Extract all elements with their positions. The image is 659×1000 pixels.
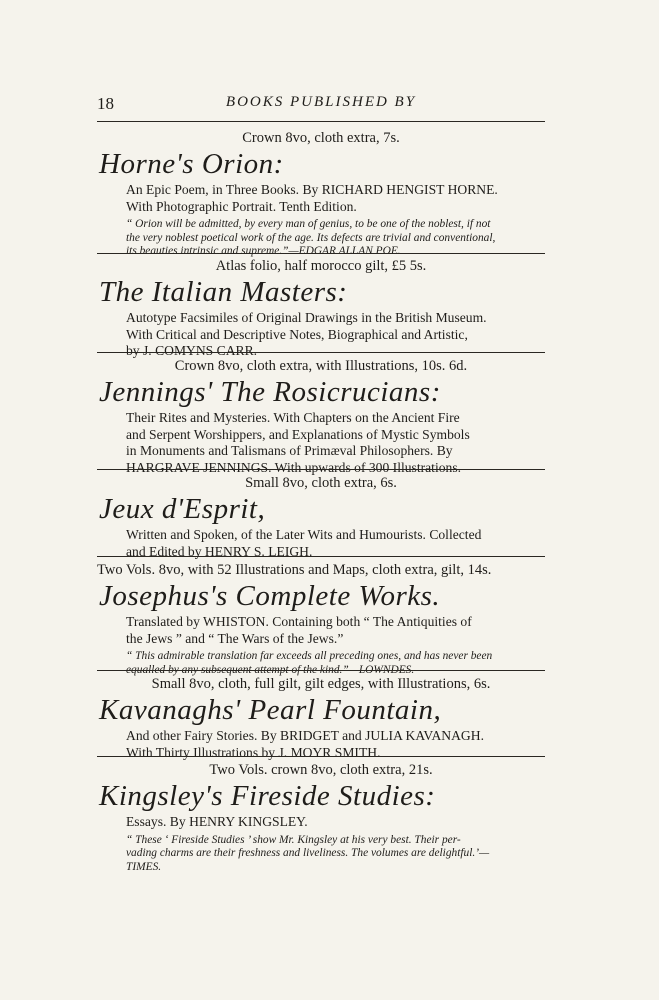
quote-line: TIMES. xyxy=(126,860,162,873)
entry-divider xyxy=(97,469,545,470)
book-title: Horne's Orion: xyxy=(99,148,284,180)
book-title: Jeux d'Esprit, xyxy=(99,493,266,525)
review-quote xyxy=(126,834,545,875)
page-number: 18 xyxy=(97,94,114,113)
page-header xyxy=(97,90,545,116)
book-description xyxy=(126,614,545,647)
quote-line: the very noblest poetical work of the age. Its defects are trivial and conventional, xyxy=(126,231,496,244)
description-line: the Jews ” and “ The Wars of the Jews.” xyxy=(126,630,344,646)
book-description xyxy=(126,182,545,215)
description-line: and Serpent Worshippers, and Explanations of Mystic Symbols xyxy=(126,426,470,442)
book-entry-fireside-studies xyxy=(97,761,545,874)
description-line: An Epic Poem, in Three Books. By RICHARD HENGIST HORNE. xyxy=(126,182,498,197)
price-line: Small 8vo, cloth extra, 6s. xyxy=(245,475,397,491)
price-line: Two Vols. 8vo, with 52 Illustrations and Maps, cloth extra, gilt, 14s. xyxy=(97,562,492,578)
review-quote xyxy=(126,650,545,677)
book-entry-jeux-desprit xyxy=(97,474,545,560)
book-title: Josephus's Complete Works. xyxy=(99,580,441,612)
book-title: Kingsley's Fireside Studies: xyxy=(99,780,436,812)
book-description xyxy=(126,814,545,831)
entry-divider xyxy=(97,670,545,671)
entry-divider xyxy=(97,556,545,557)
quote-line: “ These ‘ Fireside Studies ’ show Mr. Kingsley at his very best. Their per- xyxy=(126,833,461,846)
description-line: HARGRAVE JENNINGS. With upwards of 300 Illustrations. xyxy=(126,459,462,475)
description-line: in Monuments and Talismans of Primæval Philosophers. By xyxy=(126,443,453,458)
running-head: BOOKS PUBLISHED BY xyxy=(225,94,417,110)
book-title: Jennings' The Rosicrucians: xyxy=(99,376,441,408)
entry-divider xyxy=(97,352,545,353)
quote-line: “ This admirable translation far exceeds all preceding ones, and has never been xyxy=(126,650,493,662)
description-line: With Photographic Portrait. Tenth Edition. xyxy=(126,198,357,214)
description-line: Their Rites and Mysteries. With Chapters on the Ancient Fire xyxy=(126,410,460,425)
description-line: Essays. By HENRY KINGSLEY. xyxy=(126,814,308,829)
price-line: Crown 8vo, cloth extra, 7s. xyxy=(242,130,400,146)
book-entry-rosicrucians xyxy=(97,357,545,476)
quote-line: its beauties intrinsic and supreme.”—EDGAR ALLAN POE. xyxy=(126,245,401,257)
price-line: Small 8vo, cloth, full gilt, gilt edges, with Illustrations, 6s. xyxy=(151,676,491,692)
quote-line: equalled by any subsequent attempt of the kind.”—LOWNDES. xyxy=(126,663,415,676)
price-line: Two Vols. crown 8vo, cloth extra, 21s. xyxy=(209,762,433,778)
quote-line: vading charms are their freshness and liveliness. The volumes are delightful.’— xyxy=(126,847,490,859)
book-entry-josephus xyxy=(97,561,545,677)
book-entry-horne-orion xyxy=(97,129,545,259)
description-line: Autotype Facsimiles of Original Drawings in the British Museum. xyxy=(126,310,487,325)
quote-line: “ Orion will be admitted, by every man of genius, to be one of the noblest, if not xyxy=(126,218,491,230)
header-rule xyxy=(97,121,545,122)
price-line: Atlas folio, half morocco gilt, £5 5s. xyxy=(215,258,427,274)
book-entry-italian-masters xyxy=(97,257,545,360)
book-description xyxy=(126,410,545,476)
description-line: Written and Spoken, of the Later Wits and Humourists. Collected xyxy=(126,527,482,542)
description-line: With Critical and Descriptive Notes, Biographical and Artistic, xyxy=(126,326,468,342)
price-line: Crown 8vo, cloth extra, with Illustrations, 10s. 6d. xyxy=(174,358,468,374)
description-line: And other Fairy Stories. By BRIDGET and JULIA KAVANAGH. xyxy=(126,728,484,743)
book-title: The Italian Masters: xyxy=(99,276,348,308)
description-line: by J. COMYNS CARR. xyxy=(126,343,258,358)
book-entry-pearl-fountain xyxy=(97,675,545,761)
entry-divider xyxy=(97,253,545,254)
book-title: Kavanaghs' Pearl Fountain, xyxy=(99,694,442,726)
description-line: With Thirty Illustrations by J. MOYR SMITH. xyxy=(126,744,381,760)
entry-divider xyxy=(97,756,545,757)
description-line: Translated by WHISTON. Containing both “ The Antiquities of xyxy=(126,614,472,629)
description-line: and Edited by HENRY S. LEIGH. xyxy=(126,543,313,559)
